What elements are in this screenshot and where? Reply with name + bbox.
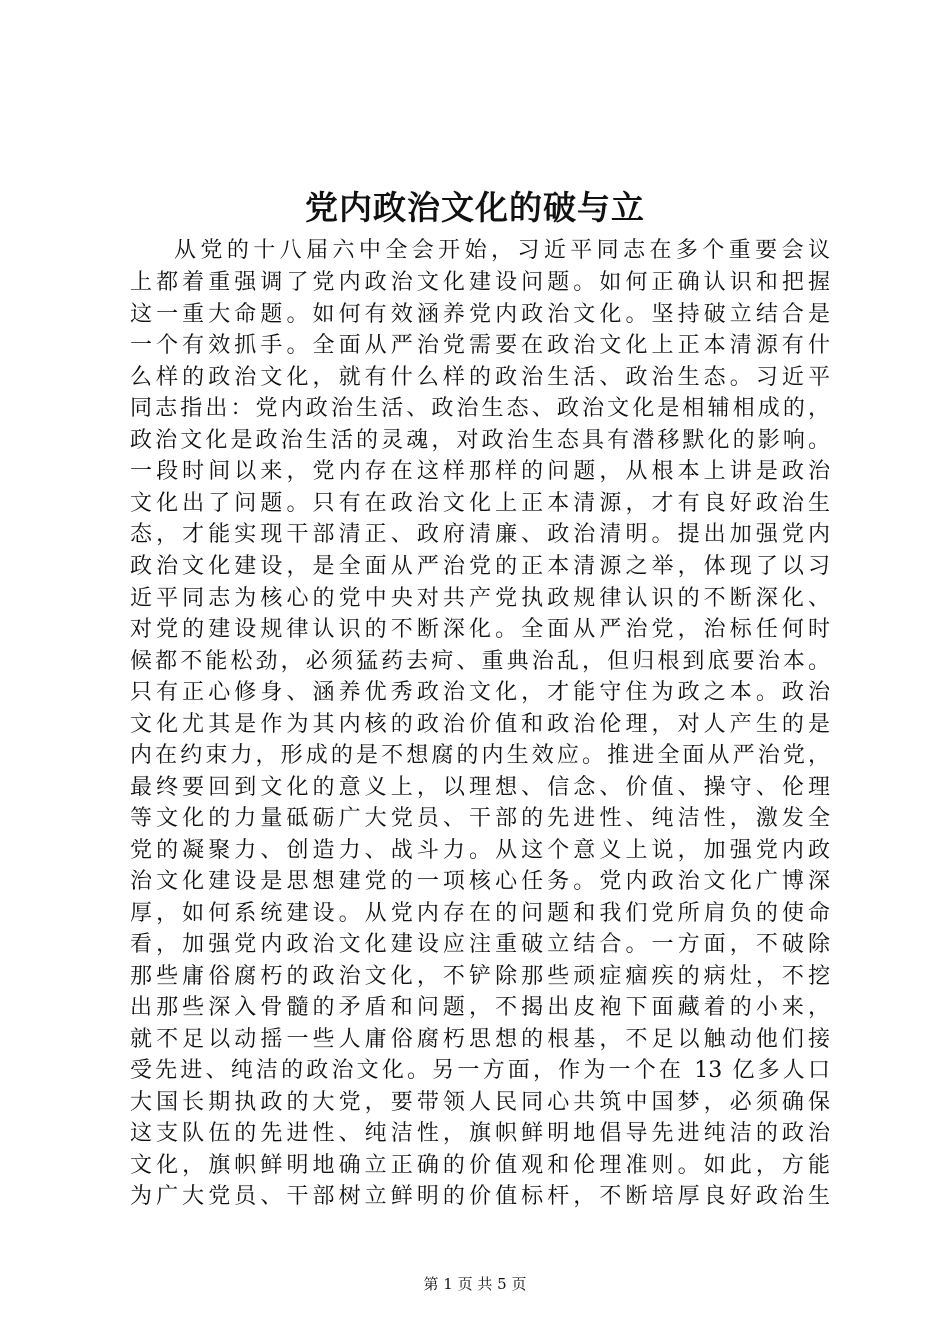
body-line: 文化出了问题。只有在政治文化上正本清源，才有良好政治生 bbox=[130, 491, 830, 516]
document-title: 党内政治文化的破与立 bbox=[305, 188, 645, 227]
body-line: 那些庸俗腐朽的政治文化，不铲除那些顽症痼疾的病灶，不挖 bbox=[130, 964, 830, 989]
body-line: 政治文化建设，是全面从严治党的正本清源之举，体现了以习 bbox=[130, 554, 830, 579]
body-line: 厚，如何系统建设。从党内存在的问题和我们党所肩负的使命 bbox=[130, 901, 830, 926]
body-line: 为广大党员、干部树立鲜明的价值标杆，不断培厚良好政治生 bbox=[130, 1184, 830, 1209]
body-line: 么样的政治文化，就有什么样的政治生活、政治生态。习近平 bbox=[130, 365, 830, 390]
body-line: 内在约束力，形成的是不想腐的内生效应。推进全面从严治党， bbox=[130, 743, 830, 768]
body-line: 上都着重强调了党内政治文化建设问题。如何正确认识和把握 bbox=[130, 270, 830, 295]
body-line: 出那些深入骨髓的矛盾和问题，不揭出皮袍下面藏着的小来， bbox=[130, 995, 830, 1020]
body-line: 文化，旗帜鲜明地确立正确的价值观和伦理准则。如此，方能 bbox=[130, 1153, 830, 1178]
body-line: 等文化的力量砥砺广大党员、干部的先进性、纯洁性，激发全 bbox=[130, 806, 830, 831]
body-line: 这一重大命题。如何有效涵养党内政治文化。坚持破立结合是 bbox=[130, 302, 830, 327]
body-line: 一个有效抓手。全面从严治党需要在政治文化上正本清源有什 bbox=[130, 333, 830, 358]
body-line: 治文化建设是思想建党的一项核心任务。党内政治文化广博深 bbox=[130, 869, 830, 894]
body-line: 文化尤其是作为其内核的政治价值和政治伦理，对人产生的是 bbox=[130, 712, 830, 737]
body-line: 一段时间以来，党内存在这样那样的问题，从根本上讲是政治 bbox=[130, 459, 830, 484]
body-line: 同志指出：党内政治生活、政治生态、政治文化是相辅相成的， bbox=[130, 396, 830, 421]
body-line: 看，加强党内政治文化建设应注重破立结合。一方面，不破除 bbox=[130, 932, 830, 957]
page-footer: 第 1 页 共 5 页 bbox=[423, 1275, 527, 1293]
body-line: 大国长期执政的大党，要带领人民同心共筑中国梦，必须确保 bbox=[130, 1090, 830, 1115]
body-line: 就不足以动摇一些人庸俗腐朽思想的根基，不足以触动他们接 bbox=[130, 1027, 830, 1052]
body-line: 对党的建设规律认识的不断深化。全面从严治党，治标任何时 bbox=[130, 617, 830, 642]
body-line: 受先进、纯洁的政治文化。另一方面，作为一个在 13 亿多人口 bbox=[130, 1058, 830, 1083]
body-line: 这支队伍的先进性、纯洁性，旗帜鲜明地倡导先进纯洁的政治 bbox=[130, 1121, 830, 1146]
body-line: 近平同志为核心的党中央对共产党执政规律认识的不断深化、 bbox=[130, 586, 830, 611]
body-line: 政治文化是政治生活的灵魂，对政治生态具有潜移默化的影响。 bbox=[130, 428, 830, 453]
body-line: 态，才能实现干部清正、政府清廉、政治清明。提出加强党内 bbox=[130, 522, 830, 547]
body-line: 最终要回到文化的意义上，以理想、信念、价值、操守、伦理 bbox=[130, 775, 830, 800]
body-line: 只有正心修身、涵养优秀政治文化，才能守住为政之本。政治 bbox=[130, 680, 830, 705]
body-line: 从党的十八届六中全会开始，习近平同志在多个重要会议 bbox=[174, 238, 830, 263]
body-line: 党的凝聚力、创造力、战斗力。从这个意义上说，加强党内政 bbox=[130, 838, 830, 863]
body-line: 候都不能松劲，必须猛药去疴、重典治乱，但归根到底要治本。 bbox=[130, 649, 830, 674]
